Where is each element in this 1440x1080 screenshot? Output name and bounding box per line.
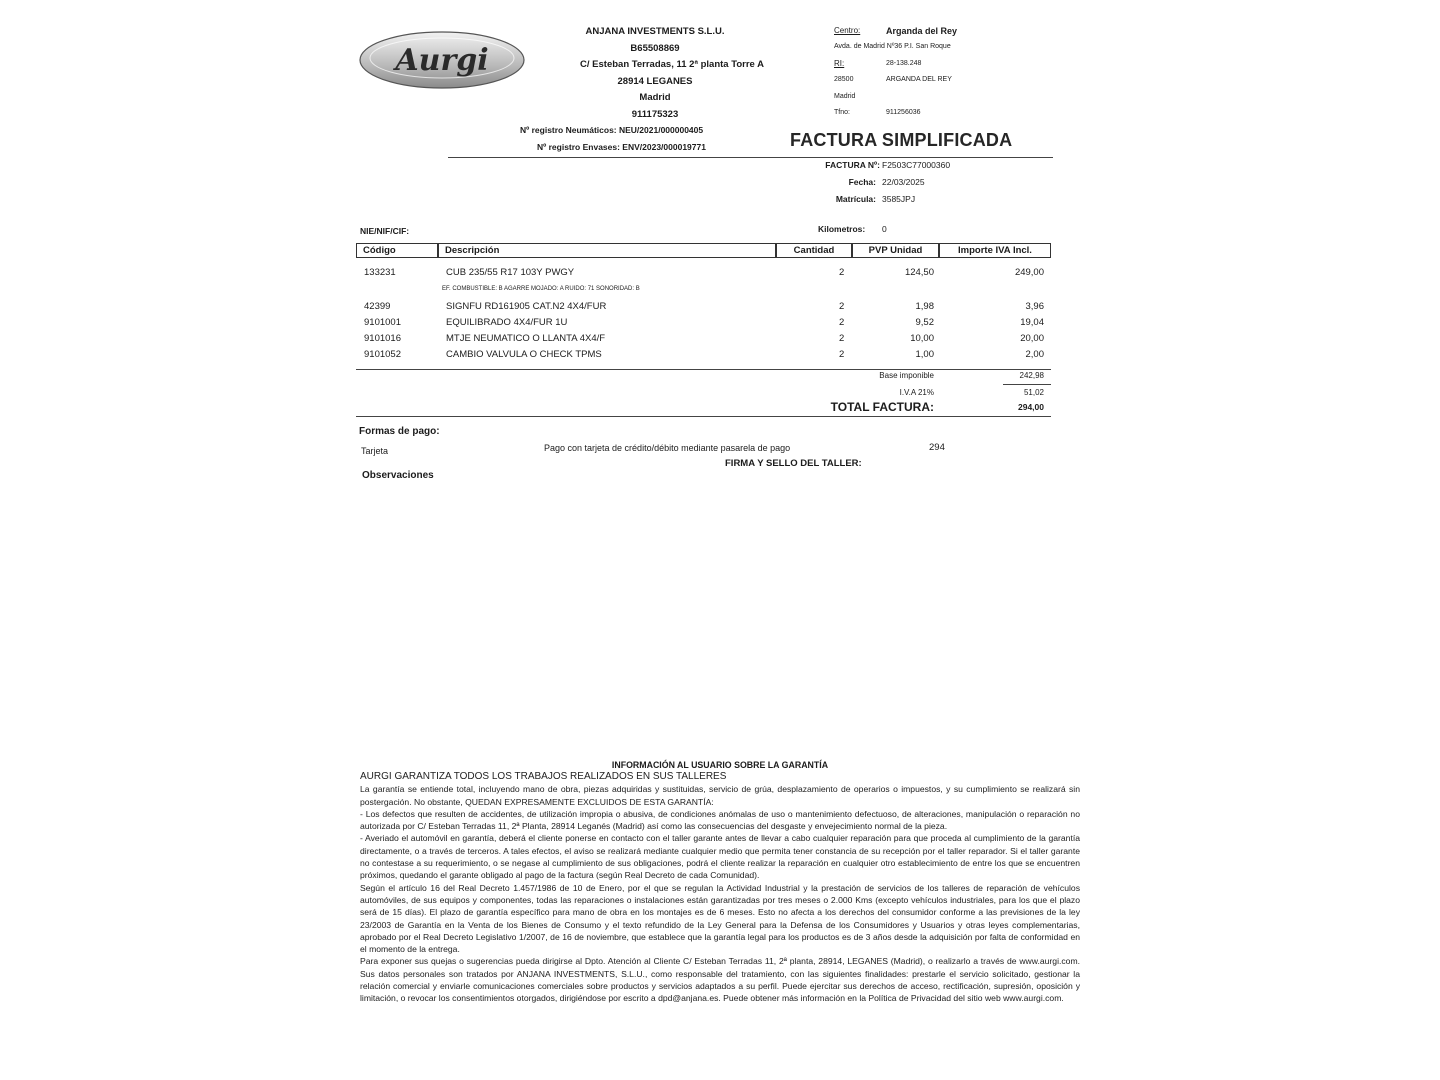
center-city: ARGANDA DEL REY bbox=[886, 76, 952, 83]
totals-bottom-divider bbox=[356, 416, 1051, 417]
row-qty: 2 bbox=[839, 267, 845, 278]
guarantee-paragraph: Según el artículo 16 del Real Decreto 1.457/1986 de 10 de Enero, por el que se regulan la Actividad Industrial y la prestación de servicios de los talleres de reparación de vehículos automóviles, de sus equipos y componentes, todas las reparaciones o instalaciones están garantizadas por tres meses o 2.000 Kms (excepto vehículos industriales, para los que el plazo será de 15 días). El plazo de garantía específico para mano de obra en los montajes es de 6 meses. Esto no afecta a los derechos del consumidor conforme a las previsiones de la ley 23/2003 de Garantía en la Venta de los Bienes de Consumo y el texto refundido de la Ley General para la Defensa de los Consumidores y Usuarios y otras leyes complementarias, aprobado por el Real Decreto Legislativo 1/2007, de 16 de noviembre, que establece que la garantía legal para los productos es de 3 años desde la adquisición por falta de conformidad en el momento de la entrega. bbox=[360, 882, 1080, 955]
total-value: 294,00 bbox=[1018, 402, 1044, 412]
row-description: CUB 235/55 R17 103Y PWGY bbox=[446, 267, 575, 278]
table-row bbox=[0, 265, 1440, 280]
row-qty: 2 bbox=[839, 333, 845, 344]
invoice-number: F2503C77000360 bbox=[882, 160, 951, 170]
payment-description: Pago con tarjeta de crédito/débito mediante pasarela de pago bbox=[544, 443, 791, 453]
row-code: 9101052 bbox=[364, 349, 401, 360]
row-code: 133231 bbox=[364, 267, 396, 278]
col-header-description: Descripción bbox=[438, 243, 776, 258]
invoice-plate-label: Matrícula: bbox=[835, 194, 876, 204]
payment-label: Formas de pago: bbox=[359, 426, 440, 437]
row-note: EF. COMBUSTIBLE: B AGARRE MOJADO: A RUIDO: 71 SONORIDAD: B bbox=[442, 286, 640, 292]
guarantee-paragraph: La garantía se entiende total, incluyendo mano de obra, piezas adquiridas y sustituidas, servicio de grúa, desplazamiento de operarios o impuestos, y su cumplimiento se realizará sin postergación. No obstante, QUEDAN EXPRESAMENTE EXCLUIDOS DE ESTA GARANTÍA: bbox=[360, 784, 1080, 807]
invoice-meta bbox=[0, 157, 1440, 209]
col-header-qty: Cantidad bbox=[776, 243, 852, 258]
company-block bbox=[540, 24, 770, 123]
col-header-code: Código bbox=[356, 243, 438, 258]
total-label: TOTAL FACTURA: bbox=[830, 400, 934, 414]
invoice-date: 22/03/2025 bbox=[882, 177, 925, 187]
row-description: SIGNFU RD161905 CAT.N2 4X4/FUR bbox=[446, 301, 607, 312]
row-description: CAMBIO VALVULA O CHECK TPMS bbox=[446, 349, 602, 360]
logo-text: Aurgi bbox=[395, 43, 489, 78]
row-unit-price: 9,52 bbox=[915, 317, 934, 328]
center-name: Arganda del Rey bbox=[886, 26, 958, 36]
invoice-plate: 3585JPJ bbox=[882, 194, 916, 204]
table-row bbox=[0, 315, 1440, 330]
center-phone-label: Tfno: bbox=[834, 109, 850, 116]
table-row bbox=[0, 299, 1440, 314]
signature-label: FIRMA Y SELLO DEL TALLER: bbox=[725, 458, 862, 469]
payment-method: Tarjeta bbox=[361, 446, 389, 456]
col-header-unit: PVP Unidad bbox=[852, 243, 939, 258]
row-unit-price: 124,50 bbox=[904, 267, 934, 278]
reg-neumaticos: Nº registro Neumáticos: NEU/2021/000000405 bbox=[520, 125, 704, 135]
invoice-date-label: Fecha: bbox=[848, 177, 876, 187]
km-label: Kilometros: bbox=[818, 224, 866, 234]
center-phone: 911256036 bbox=[886, 109, 921, 116]
iva-label: I.V.A 21% bbox=[899, 388, 934, 397]
guarantee-title: INFORMACIÓN AL USUARIO SOBRE LA GARANTÍA bbox=[611, 760, 829, 770]
invoice-title: FACTURA SIMPLIFICADA bbox=[790, 130, 1013, 150]
center-postal-code: 28500 bbox=[834, 76, 854, 83]
iva-value: 51,02 bbox=[1023, 388, 1044, 397]
payment-amount: 294 bbox=[929, 442, 945, 453]
row-qty: 2 bbox=[839, 317, 845, 328]
invoice-number-label: FACTURA Nº: bbox=[825, 160, 880, 170]
row-unit-price: 1,98 bbox=[915, 301, 934, 312]
col-header-total: Importe IVA Incl. bbox=[939, 243, 1051, 258]
km-value: 0 bbox=[882, 224, 887, 234]
table-row bbox=[0, 331, 1440, 346]
aurgi-logo bbox=[358, 28, 526, 92]
observations-label: Observaciones bbox=[362, 470, 434, 481]
center-label: Centro: bbox=[834, 26, 861, 35]
row-description: MTJE NEUMATICO O LLANTA 4X4/F bbox=[446, 333, 606, 344]
center-rl-value: 28-138.248 bbox=[886, 60, 922, 67]
company-phone: 911175323 bbox=[631, 108, 679, 120]
guarantee-paragraph: - Averiado el automóvil en garantía, deberá el cliente ponerse en contacto con el taller garante antes de llevar a cabo cualquier reparación para que proceda al cumplimiento de la garantía directamente, o a través de terceros. A tales efectos, el aviso se realizará mediante cualquier medio que permita tener constancia de su recepción por el taller reparador. Si el taller garante no contestase a su requerimiento, o se negase al cumplimiento de sus obligaciones, podrá el cliente realizar la reparación en cualquier otro establecimiento de entre los que se encuentren próximos, quedando el garante obligado al pago de la factura (según Real Decreto de cada Comunidad). bbox=[360, 833, 1080, 881]
table-row bbox=[0, 347, 1440, 362]
row-total: 249,00 bbox=[1014, 267, 1044, 278]
row-total: 2,00 bbox=[1025, 349, 1044, 360]
row-total: 19,04 bbox=[1020, 317, 1044, 328]
company-name: ANJANA INVESTMENTS S.L.U. bbox=[585, 26, 725, 37]
guarantee-block bbox=[360, 771, 1080, 1005]
reg-envases: Nº registro Envases: ENV/2023/000019771 bbox=[537, 142, 706, 152]
row-total: 3,96 bbox=[1025, 301, 1044, 312]
guarantee-paragraph: - Los defectos que resulten de accidentes, de utilización impropia o abusiva, de condiciones anómalas de uso o mantenimiento defectuoso, de alteraciones, manipulación o reparación no autorizada por C/ Esteban Terradas 11, 2ª Planta, 28914 Leganés (Madrid) así como las consecuencias del desgaste y envejecimiento normal de la pieza. bbox=[360, 808, 1080, 832]
base-label: Base imponible bbox=[879, 371, 934, 380]
row-unit-price: 1,00 bbox=[915, 349, 934, 360]
row-unit-price: 10,00 bbox=[910, 333, 934, 344]
company-city: 28914 LEGANES bbox=[617, 75, 693, 87]
guarantee-subtitle: AURGI GARANTIZA TODOS LOS TRABAJOS REALIZADOS EN SUS TALLERES bbox=[360, 771, 727, 782]
center-province: Madrid bbox=[834, 93, 856, 100]
row-description: EQUILIBRADO 4X4/FUR 1U bbox=[446, 317, 568, 328]
row-code: 42399 bbox=[364, 301, 391, 312]
company-address: C/ Esteban Terradas, 11 2ª planta Torre A bbox=[580, 59, 764, 70]
company-cif: B65508869 bbox=[630, 42, 680, 54]
center-rl-label: RI: bbox=[834, 59, 845, 68]
row-code: 9101001 bbox=[364, 317, 401, 328]
company-province: Madrid bbox=[639, 92, 671, 103]
center-address: Avda. de Madrid Nº36 P.I. San Roque bbox=[834, 43, 951, 50]
row-qty: 2 bbox=[839, 301, 845, 312]
row-qty: 2 bbox=[839, 349, 845, 360]
table-bottom-divider bbox=[356, 369, 1051, 370]
totals-divider bbox=[1003, 384, 1051, 385]
nif-label: NIE/NIF/CIF: bbox=[360, 226, 410, 236]
guarantee-paragraph: Para exponer sus quejas o sugerencias pueda dirigirse al Dpto. Atención al Cliente C/ Esteban Terradas 11, 2ª planta, 28914, LEGANES (Madrid), o realizarlo a través de www.aurgi.com. Sus datos personales son tratados por ANJANA INVESTMENTS, S.L.U., como responsable del tratamiento, con las siguientes finalidades: prestarle el servicio solicitado, gestionar la relación comercial y enviarle comunicaciones comerciales sobre productos y servicios adaptados a su perfil. Puede ejercitar sus derechos de acceso, rectificación, supresión, oposición y limitación, o revocar los consentimientos otorgados, dirigiéndose por escrito a dpd@anjana.es. Puede obtener más información en la Política de Privacidad del sitio web www.aurgi.com. bbox=[360, 956, 1080, 1004]
row-total: 20,00 bbox=[1020, 333, 1044, 344]
row-code: 9101016 bbox=[364, 333, 401, 344]
center-block bbox=[834, 23, 1034, 123]
base-value: 242,98 bbox=[1019, 371, 1044, 380]
